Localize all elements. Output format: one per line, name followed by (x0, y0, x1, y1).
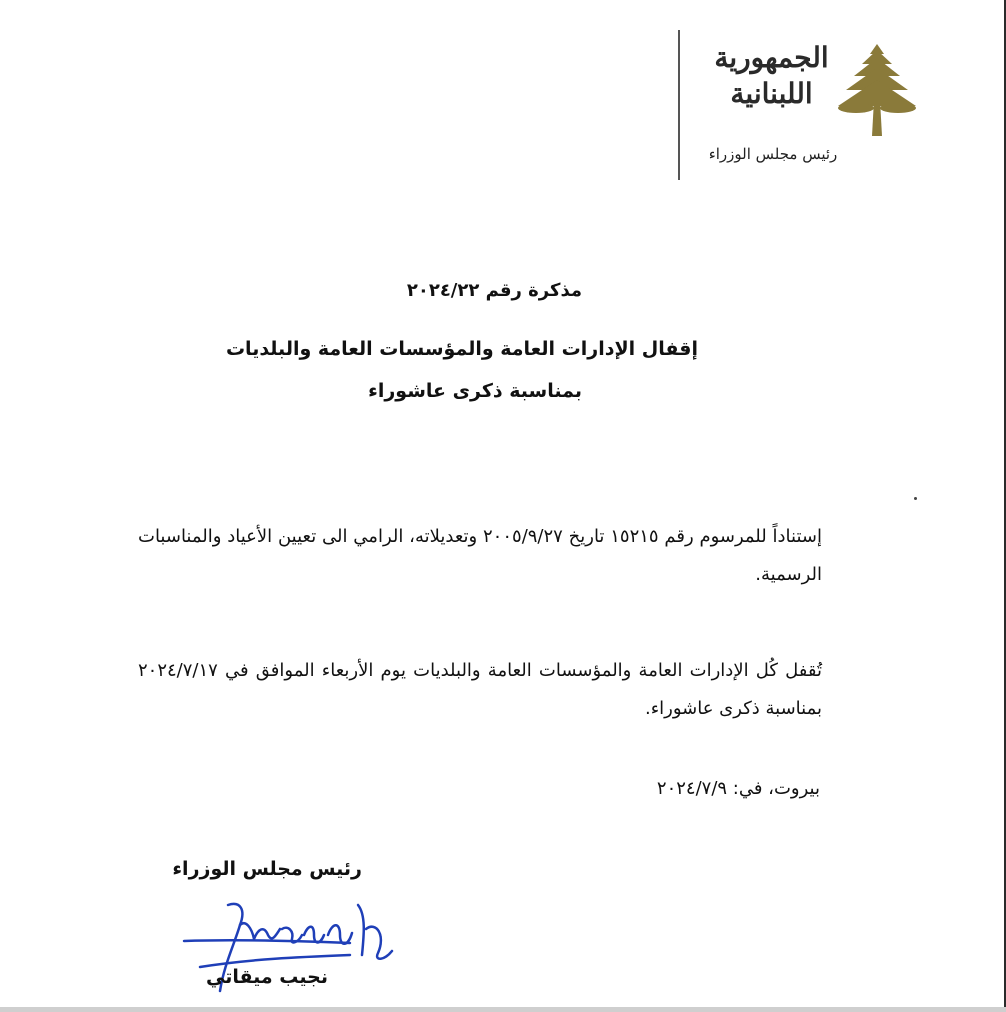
scan-speck (914, 497, 917, 500)
memo-subtitle: بمناسبة ذكرى عاشوراء (368, 380, 582, 402)
letterhead (672, 30, 932, 190)
page-bottom-edge (0, 1007, 1006, 1012)
republic-name: الجمهورية اللبنانية (714, 41, 829, 110)
memo-number: مذكرة رقم ٢٠٢٤/٢٢ (406, 280, 582, 301)
date-line: بيروت، في: ٢٠٢٤/٧/٩ (656, 778, 820, 799)
signatory-title: رئيس مجلس الوزراء (172, 858, 362, 880)
memo-title: إقفال الإدارات العامة والمؤسسات العامة والبلديات (225, 338, 698, 360)
cedar-icon (834, 40, 920, 140)
letterhead-divider (678, 30, 680, 180)
signatory-name: نجيب ميقاتي (206, 966, 328, 988)
office-name: رئيس مجلس الوزراء (708, 145, 838, 163)
paragraph-legal-basis: إستناداً للمرسوم رقم ١٥٢١٥ تاريخ ٢٠٠٥/٩/٢٧ وتعديلاته، الرامي الى تعيين الأعياد والمناسبات الرسمية. (138, 526, 822, 585)
handwritten-signature (180, 895, 410, 1005)
paragraph-closure: تُقفل كُل الإدارات العامة والمؤسسات العامة والبلديات يوم الأربعاء الموافق في ٢٠٢٤/٧/١٧ بمناسبة ذكرى عاشوراء. (138, 660, 822, 719)
